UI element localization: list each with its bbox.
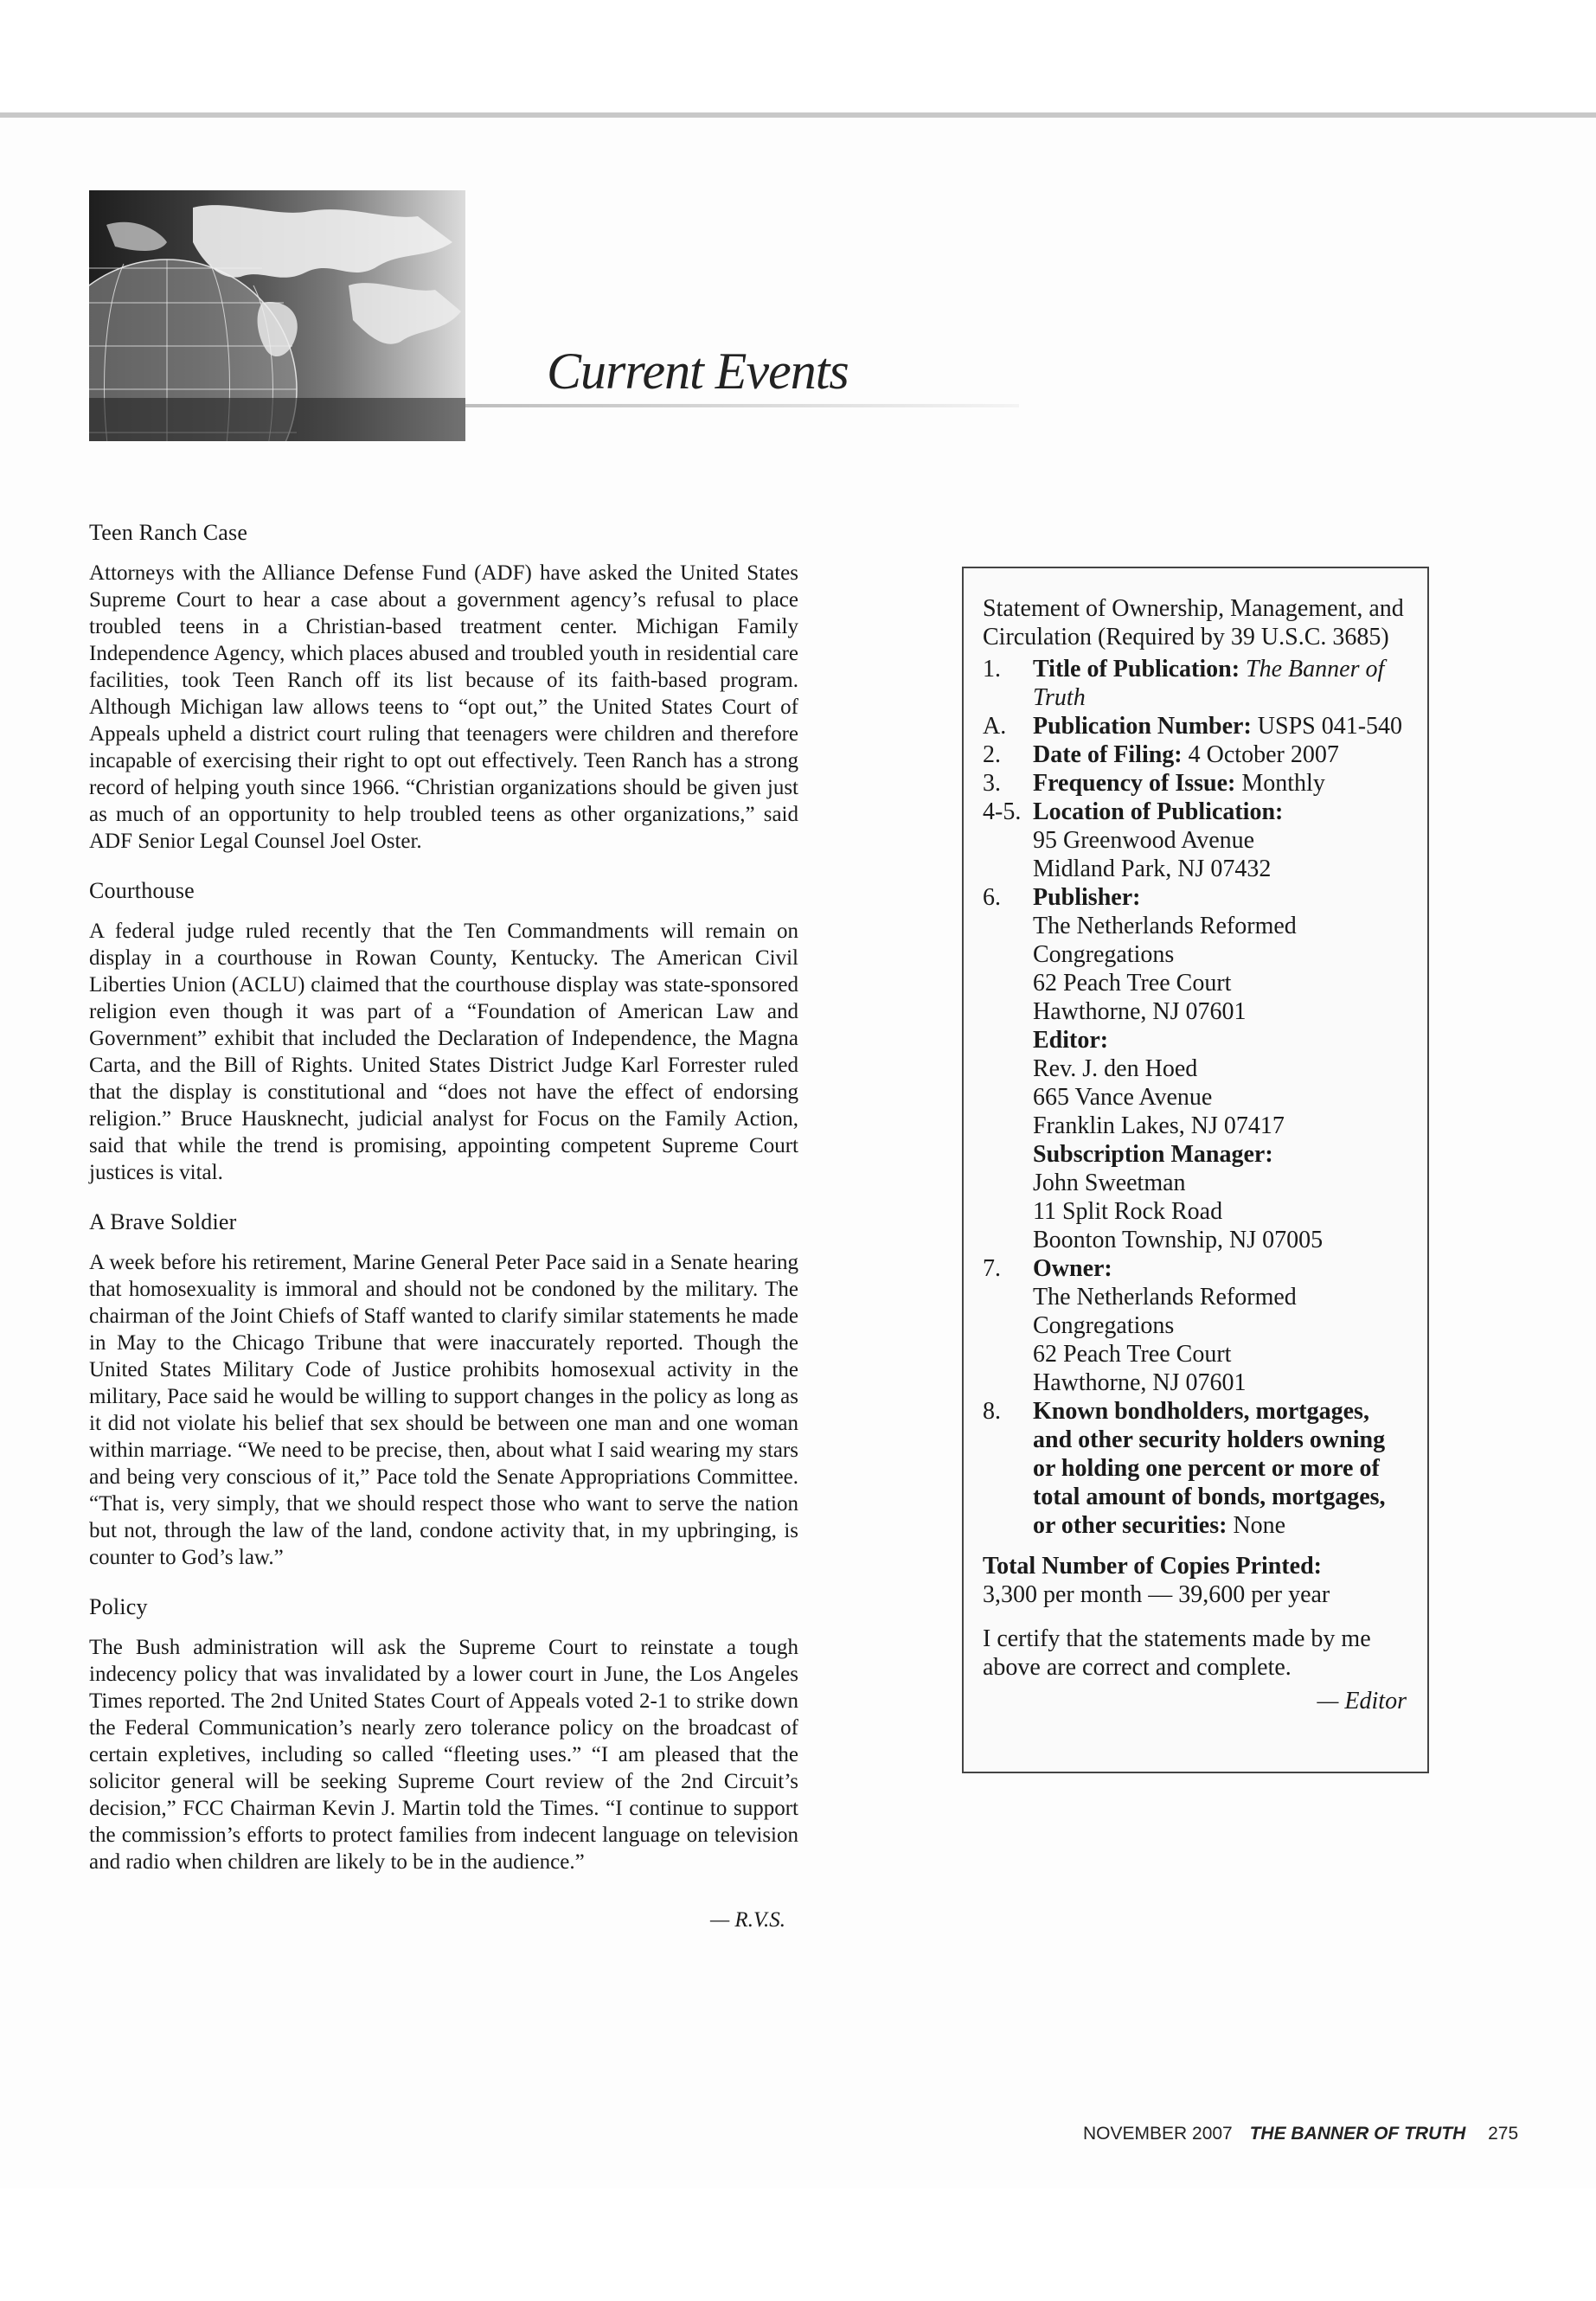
address-line: Hawthorne, NJ 07601 (1033, 1369, 1247, 1396)
article (89, 1208, 798, 1571)
address-line: Hawthorne, NJ 07601 (1033, 998, 1247, 1025)
article-heading: A Brave Soldier (89, 1209, 237, 1234)
item-label: Publisher: (1033, 884, 1141, 911)
item-label: Publication Number: (1033, 713, 1252, 740)
statement-item (983, 1397, 1407, 1540)
address-line: 62 Peach Tree Court (1033, 1341, 1232, 1368)
statement-item (983, 769, 1407, 798)
item-label: Subscription Manager: (1033, 1141, 1273, 1168)
page-title: Current Events (547, 343, 849, 400)
address-line: 665 Vance Avenue (1033, 1084, 1213, 1111)
article (89, 519, 798, 855)
item-number (983, 1140, 1033, 1254)
article (89, 1593, 798, 1875)
article-body: A week before his retirement, Marine General Peter Pace said in a Senate hearing that homosexuality is immoral and should not be condoned by the military. The chairman of the Joint Chiefs of Staff wanted to clarify similar statements he made in May to the Chicago Tribune that were inaccurately reported. Though the United States Military Code of Justice prohibits homosexual activity in the military, Pace said he would be willing to support changes in the policy as long as it did not violate his belief that sex should be between one man and one woman within marriage. “We need to be precise, then, about what I said wearing my stars and being very conscious of it,” Pace told the Senate Appropriations Committee. “That is, very simply, that we should respect those who want to serve the nation but not, through the law of the land, condone activity that, in my upbringing, is counter to God’s law.” (89, 1251, 798, 1569)
editor-signature: — Editor (1317, 1688, 1407, 1715)
item-label: Location of Publication: (1033, 798, 1284, 825)
address-line: John Sweetman (1033, 1170, 1186, 1196)
item-label: Known bondholders, mortgages, and other security holders owning or holding one percent or more of total amount of bonds, mortgages, or other securities: (1033, 1398, 1386, 1539)
item-value: USPS 041-540 (1257, 713, 1403, 740)
statement-item (983, 740, 1407, 769)
statement-item (983, 712, 1407, 740)
page-margin (0, 2189, 1596, 2301)
address-line: Franklin Lakes, NJ 07417 (1033, 1112, 1285, 1139)
page-number: 275 (1488, 2124, 1519, 2144)
statement-item (983, 1140, 1407, 1254)
item-number (983, 1026, 1033, 1140)
total-copies (983, 1552, 1407, 1609)
statement-of-ownership-box (962, 567, 1429, 1773)
banner-rule (465, 404, 1019, 407)
item-label: Editor: (1033, 1027, 1109, 1054)
publication-name: THE BANNER OF TRUTH (1249, 2124, 1466, 2144)
item-number: 1. (983, 656, 1001, 683)
item-value: Monthly (1241, 770, 1325, 797)
statement-intro: Statement of Ownership, Management, and Circulation (Required by 39 U.S.C. 3685) (983, 595, 1404, 651)
address-line: 95 Greenwood Avenue (1033, 827, 1255, 854)
statement-list (983, 655, 1407, 1540)
article-body: The Bush administration will ask the Supreme Court to reinstate a tough indecency policy that was invalidated by a lower court in June, the Los Angeles Times reported. The 2nd United States Court of Appeals voted 2-1 to strike down the Federal Communication’s nearly zero tolerance policy on the broadcast of certain expletives, including so called “fleeting uses.” “I am pleased that the solicitor general will be seeking Supreme Court review of the 2nd Circuit’s decision,” FCC Chairman Kevin J. Martin told the Times. “I continue to support the commission’s efforts to protect families from indecent language on television and radio when children are likely to be in the audience.” (89, 1636, 798, 1874)
item-number: 3. (983, 770, 1001, 797)
item-value: 4 October 2007 (1188, 741, 1339, 768)
item-value: The Banner of Truth (1033, 656, 1385, 711)
item-number: 6. (983, 884, 1001, 911)
item-value: None (1233, 1512, 1286, 1539)
address-line: Midland Park, NJ 07432 (1033, 856, 1272, 882)
certification-text: I certify that the statements made by me above are correct and complete. (983, 1625, 1371, 1681)
statement-item (983, 798, 1407, 883)
article-body: Attorneys with the Alliance Defense Fund (ADF) have asked the United States Supreme Court to hear a case about a government agency’s refusal to place troubled teens in a Christian-based treatment center. Michigan Family Independence Agency, which places abused and troubled youth in residential care facilities, took Teen Ranch off its list because of its faith-based program. Although Michigan law allows teens to “opt out,” the United States Court of Appeals upheld a district court ruling that teenagers were children and therefore incapable of exercising their right to opt out effectively. Teen Ranch has a strong record of helping youth since 1966. “Christian organizations should be given just as much of an opportunity to help troubled teens as other organizations,” said ADF Senior Legal Counsel Joel Oster. (89, 561, 798, 853)
author-signature: — R.V.S. (709, 1908, 785, 1932)
address-line: The Netherlands Reformed Congregations (1033, 913, 1297, 968)
item-number: A. (983, 713, 1007, 740)
address-line: Boonton Township, NJ 07005 (1033, 1227, 1324, 1253)
article-heading: Policy (89, 1594, 148, 1619)
item-number: 7. (983, 1255, 1001, 1282)
statement-item (983, 1254, 1407, 1397)
total-value: 3,300 per month — 39,600 per year (983, 1581, 1330, 1608)
article (89, 877, 798, 1186)
address-line: Rev. J. den Hoed (1033, 1055, 1198, 1082)
statement-item (983, 655, 1407, 712)
article-heading: Teen Ranch Case (89, 520, 248, 545)
item-label: Date of Filing: (1033, 741, 1183, 768)
address-line: 62 Peach Tree Court (1033, 970, 1232, 997)
total-label: Total Number of Copies Printed: (983, 1553, 1322, 1580)
item-label: Owner: (1033, 1255, 1112, 1282)
statement-item (983, 883, 1407, 1026)
article-body: A federal judge ruled recently that the Ten Commandments will remain on display in a courthouse in Rowan County, Kentucky. The American Civil Liberties Union (ACLU) claimed that the courthouse display was state-sponsored religion even though it was part of a “Foundation of American Law and Government” exhibit that included the Declaration of Independence, the Magna Carta, and the Bill of Rights. United States District Judge Karl Forrester ruled that the display is constitutional and “does not have the effect of endorsing religion.” Bruce Hausknecht, judicial analyst for Focus on the Family Action, said that while the trend is promising, appointing competent Supreme Court justices is vital. (89, 920, 798, 1184)
issue-date: NOVEMBER 2007 (1083, 2124, 1233, 2144)
item-number: 8. (983, 1398, 1001, 1425)
item-number: 4-5. (983, 798, 1022, 825)
articles-column (89, 519, 798, 1933)
statement-item (983, 1026, 1407, 1140)
globe-map-image (89, 190, 465, 441)
item-label: Title of Publication: (1033, 656, 1240, 683)
page-footer (1083, 2124, 1518, 2144)
item-label: Frequency of Issue: (1033, 770, 1236, 797)
item-number: 2. (983, 741, 1001, 768)
article-heading: Courthouse (89, 878, 195, 903)
address-line: The Netherlands Reformed Congregations (1033, 1284, 1297, 1339)
address-line: 11 Split Rock Road (1033, 1198, 1223, 1225)
